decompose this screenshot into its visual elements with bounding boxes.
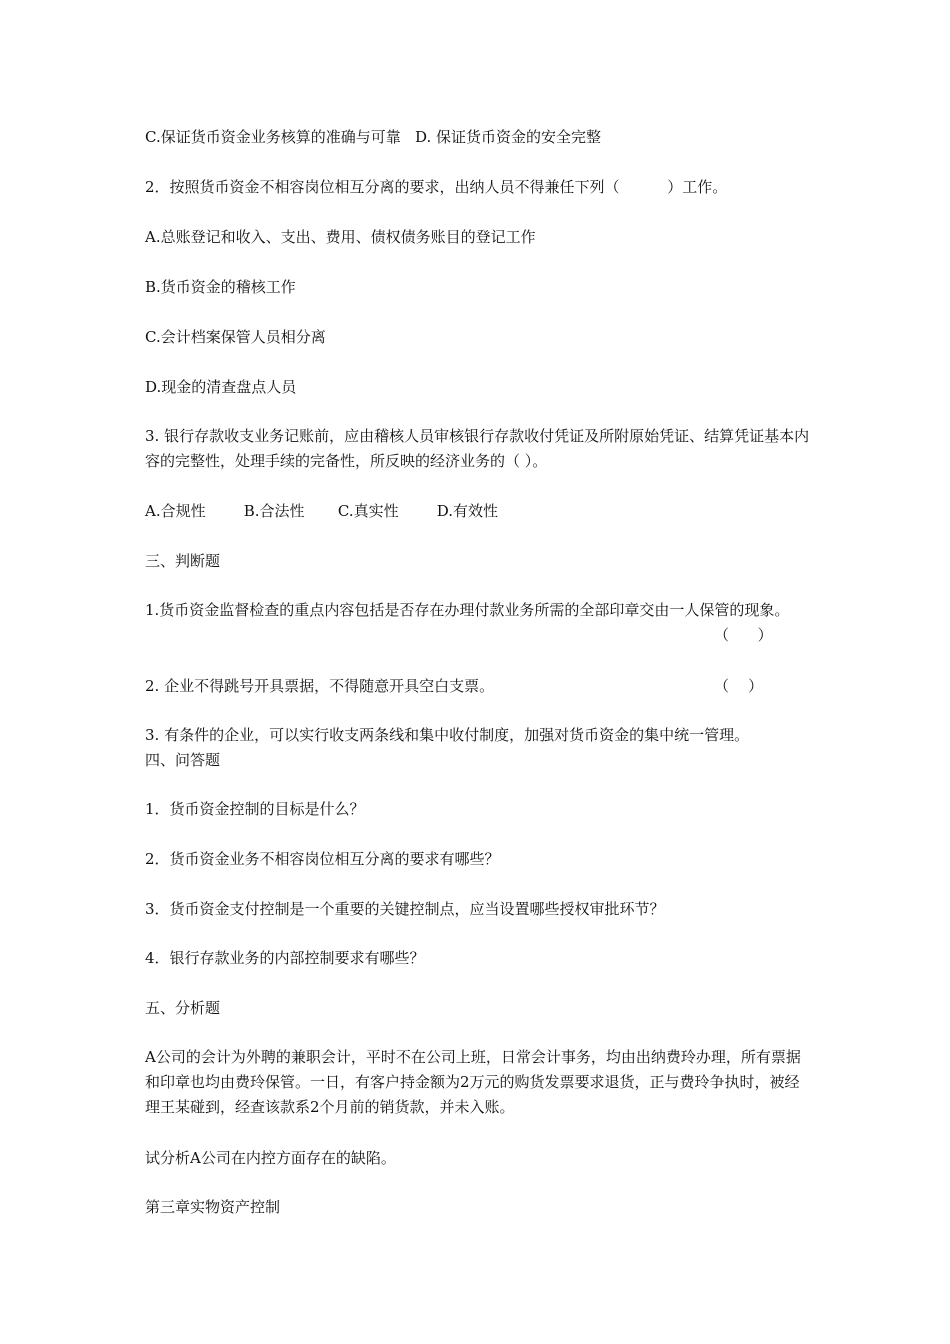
case-study-question: 试分析A公司在内控方面存在的缺陷。 bbox=[145, 1149, 396, 1167]
section-heading-analysis: 五、分析题 bbox=[145, 999, 221, 1017]
question-2-option-d: D.现金的清查盘点人员 bbox=[145, 378, 297, 396]
judgment-1-answer-blank: （ ） bbox=[714, 626, 773, 644]
judgment-2: 2. 企业不得跳号开具票据，不得随意开具空白支票。 bbox=[145, 677, 495, 695]
question-1-options-c-d: C.保证货币资金业务核算的准确与可靠 D. 保证货币资金的安全完整 bbox=[145, 128, 602, 146]
judgment-2-answer-blank: （ ） bbox=[714, 677, 764, 695]
section-heading-short-answer: 四、问答题 bbox=[145, 751, 221, 769]
question-3-options: A.合规性 B.合法性 C.真实性 D.有效性 bbox=[145, 502, 499, 520]
judgment-1: 1.货币资金监督检查的重点内容包括是否存在办理付款业务所需的全部印章交由一人保管的现象。 bbox=[145, 601, 790, 619]
question-2-option-a: A.总账登记和收入、支出、费用、债权债务账目的登记工作 bbox=[145, 228, 536, 246]
question-2: 2．按照货币资金不相容岗位相互分离的要求，出纳人员不得兼任下列（ ）工作。 bbox=[145, 178, 728, 196]
question-3: 3. 银行存款收支业务记账前，应由稽核人员审核银行存款收付凭证及所附原始凭证、结算凭证基本内容的完整性，处理手续的完备性，所反映的经济业务的（ ）。 bbox=[145, 427, 810, 470]
chapter-title: 第三章实物资产控制 bbox=[145, 1198, 281, 1216]
question-2-option-c: C.会计档案保管人员相分离 bbox=[145, 328, 326, 346]
short-answer-1: 1．货币资金控制的目标是什么？ bbox=[145, 800, 365, 818]
short-answer-3: 3．货币资金支付控制是一个重要的关键控制点，应当设置哪些授权审批环节？ bbox=[145, 900, 665, 918]
short-answer-2: 2．货币资金业务不相容岗位相互分离的要求有哪些？ bbox=[145, 850, 500, 868]
judgment-3: 3. 有条件的企业，可以实行收支两条线和集中收付制度，加强对货币资金的集中统一管理。 bbox=[145, 726, 750, 744]
question-2-option-b: B.货币资金的稽核工作 bbox=[145, 278, 296, 296]
case-study-text: A公司的会计为外聘的兼职会计，平时不在公司上班，日常会计事务，均由出纳费玲办理，所有票据和印章也均由费玲保管。一日，有客户持金额为2万元的购货发票要求退货，正与费玲争执时，被经理王某碰到，经查该款系2个月前的销货款，并未入账。 bbox=[145, 1048, 801, 1116]
short-answer-4: 4．银行存款业务的内部控制要求有哪些？ bbox=[145, 949, 425, 967]
section-heading-true-false: 三、判断题 bbox=[145, 552, 221, 570]
